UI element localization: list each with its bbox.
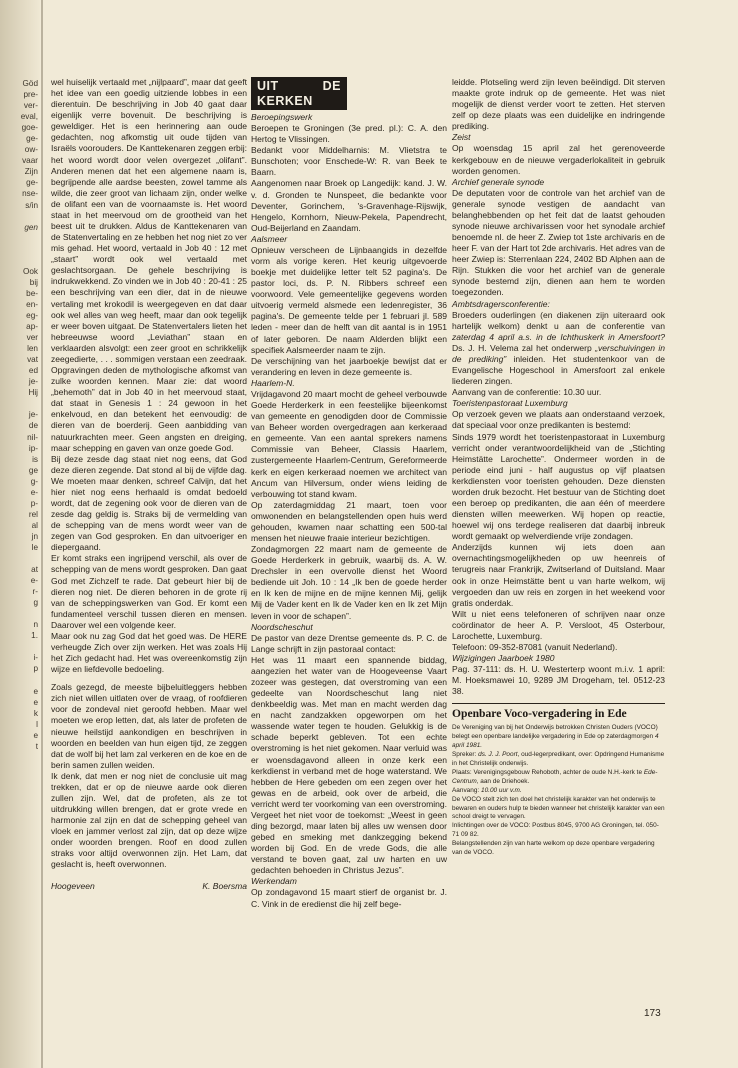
- margin-fragment: de: [28, 421, 38, 431]
- margin-fragment: le: [31, 542, 38, 552]
- announcement-title: Openbare Voco-vergadering in Ede: [452, 707, 627, 721]
- announcement-rule: [452, 703, 665, 704]
- margin-fragment: al: [31, 520, 38, 530]
- margin-fragment: [2, 244, 38, 255]
- column-one-paragraphs: [51, 77, 247, 871]
- margin-fragment: nil-: [27, 432, 38, 442]
- previous-page-margin-fragments: [2, 78, 38, 752]
- margin-fragment: ver-: [23, 101, 38, 111]
- margin-fragment: Hij: [28, 388, 38, 398]
- paragraph: Er komt straks een ingrijpend verschil, als over de schepping van de mens wordt gesproken. Dan gaat God met Zichzelf te rade. Dat gebeurt hier bij de dieren nog niet. De dieren behoren in de grote rij van de scheppingswerken van God. Er komt een fundamenteel verschil tussen dieren en mensen. Daarover wel een volgende keer.: [51, 553, 247, 630]
- margin-fragment: goe-: [21, 123, 38, 133]
- paragraph: Belangstellenden zijn van harte welkom op deze openbare vergadering van de VOCO.: [452, 840, 655, 857]
- margin-fragment: [2, 255, 38, 266]
- margin-fragment: [2, 608, 38, 619]
- paragraph: Aanvang van de conferentie: 10.30 uur.: [452, 387, 602, 398]
- margin-fragment: k: [33, 708, 38, 718]
- margin-fragment: r-: [32, 587, 38, 597]
- margin-fragment: pre-: [23, 90, 38, 100]
- margin-fragment: ge-: [26, 178, 38, 188]
- paragraph: Anderzijds kunnen wij iets doen aan overnachtingsmogelijkheden op uw heenreis of terugreis naar Frankrijk, Zwitserland of Duitsland. Maar ook in onze Heimstätte bent u van harte welkom, wij vergoeden dan uw reis en zorgen in het weekend voor gratis onderdak.: [452, 542, 665, 608]
- text-run: Aanvang:: [452, 786, 480, 794]
- text-run: , aan de Driehoek.: [476, 777, 530, 785]
- margin-fragment: je-: [28, 377, 38, 387]
- margin-fragment: ap-: [26, 322, 38, 332]
- margin-fragment: s/in: [25, 200, 38, 210]
- page-fold: [41, 0, 43, 1068]
- margin-fragment: nse-: [22, 189, 38, 199]
- section-heading-archief: Archief generale synode: [452, 176, 545, 187]
- paragraph: De verschijning van het jaarboekje bewijst dat er verandering en leven in deze gemeente is.: [251, 355, 447, 377]
- paragraph: Bedankt voor Middelharnis: M. Vlietstra te Bunschoten; voor Enschede-W: R. van Beek te Baarn.: [251, 145, 447, 178]
- text-run: Ds. J. H. Velema zal het onderwerp: [452, 342, 592, 353]
- section-heading-ambtsdragers: Ambtsdragersconferentie:: [452, 298, 550, 309]
- section-heading-noordscheschut: Noordscheschut: [251, 621, 313, 632]
- paragraph: Vrijdagavond 20 maart mocht de geheel verbouwde Goede Herderkerk in een feestelijke bijeenkomst van gemeente en genodigden door de Commissie van Beheer worden overgedragen aan kerkeraad en gemeente. Van een aantal sprekers namens Commissie van Beheer, Classis Haarlem, zustergemeente Haarlem-Centrum, Gereformeerde kerk en eigen kerkeraad noemen we architect van Ancum van Hilversum, onder wiens leiding de verbouwing tot stand kwam.: [251, 388, 447, 499]
- margin-fragment: n: [33, 620, 38, 630]
- margin-fragment: g-: [30, 476, 38, 486]
- column-one: [51, 77, 247, 892]
- paragraph: Pag. 37-111: ds. H. U. Westerterp woont m.i.v. 1 april: M. Hoeksmawei 10, 9289 JM Drogeham, tel. 0512-23 38.: [452, 664, 665, 697]
- margin-fragment: [2, 641, 38, 652]
- paragraph: De pastor van deze Drentse gemeente ds. P. C. de Lange schrijft in zijn pastoraal contact:: [251, 632, 447, 654]
- paragraph: Op zondagavond 15 maart stierf de organist br. J. C. Vink in de eredienst die hij zelf bege-: [251, 887, 447, 909]
- margin-fragment: ip-: [28, 443, 38, 453]
- margin-fragment: [2, 398, 38, 409]
- margin-fragment: at: [31, 565, 38, 575]
- margin-fragment: Zijn: [24, 167, 38, 177]
- section-heading-toeristenpastoraat: Toeristenpastoraat Luxemburg: [452, 398, 568, 409]
- margin-fragment: len: [27, 344, 38, 354]
- margin-fragment: is: [32, 454, 38, 464]
- margin-fragment: ed: [28, 366, 38, 376]
- margin-fragment: ge-: [26, 134, 38, 144]
- paragraph: De deputaten voor de controle van het archief van de generale synode vestigen de aandacht van belanghebbenden op het feit dat de laatst gehouden synode nieuwe archivarissen voor het synodale archief benoemde nl. de heer Z. Zwiep tot 1ste archivaris en de heer F. van der Hart tot 2de archivaris. Het adres van de heer Zwiep is: Sterrenlaan 224, 2402 BD Alphen aan de Rijn. Stukken die voor het archief van de generale synode bestemd zijn, dienen aan hem te worden toegezonden.: [452, 187, 665, 298]
- paragraph: [452, 787, 665, 796]
- margin-fragment: e: [33, 697, 38, 707]
- article-signature: [51, 881, 247, 892]
- text-run: inleiden. Het studentenkoor van de Evangelische Hogeschool in Amersfoort zal enkele liederen zingen.: [452, 353, 665, 387]
- paragraph: leidde. Plotseling werd zijn leven beëindigd. Dit sterven maakte grote indruk op de gemeente. Het was niet mogelijk de dienst verder voort te zetten. Het sterven zelf op deze plaats was een duidelijke en indringende prediking.: [452, 77, 665, 132]
- margin-fragment: 1.: [31, 631, 38, 641]
- signature-author: K. Boersma: [202, 880, 247, 891]
- margin-fragment: [2, 233, 38, 244]
- margin-fragment: e: [33, 686, 38, 696]
- margin-fragment: Ook: [22, 266, 38, 276]
- paragraph: Aangenomen naar Broek op Langedijk: kand. J. W. v. d. Gronden te Nunspeet, die bedankte voor Deventer, Gorinchem, 's-Gravenhage-Rijswijk, Hengelo, Kornhorn, Nieuw-Pekela, Papendrecht, Oud-Beijerland en Zaandam.: [251, 178, 447, 233]
- section-heading-wijzigingen: Wijzigingen Jaarboek 1980: [452, 653, 555, 664]
- paragraph: [452, 769, 665, 787]
- paragraph-gap: [51, 675, 247, 682]
- paragraph: Maar ook nu zag God dat het goed was. De HERE verheugde Zich over zijn werken. Het was zoals Hij het Zich gedacht had. Het was overeenkomstig zijn wijze en liefdevolle bedoeling.: [51, 630, 247, 675]
- paragraph: Op zaterdagmiddag 21 maart, toen voor omwonenden en belangstellenden open huis werd gehouden, kwamen naar schatting een 500-tal mensen het nieuwe fraaie interieur bezichtigen.: [251, 499, 447, 543]
- paragraph: Ik denk, dat men er nog niet de conclusie uit mag trekken, dat er op de nieuwe aarde ook dieren zullen zijn. Wel, dat de profeten, als ze tot uitdrukking willen brengen, dat er grote vrede en harmonie zal zijn en dat de schepping geheel van vloek en jammer verlost zal zijn, dat op deze wijze onder woorden brengen. Roof en dood zullen straks voor altijd overwonnen zijn. Het Lam, dat geslacht is, heeft overwonnen.: [51, 770, 247, 870]
- text-run-italic: Ede-Centrum: [452, 768, 658, 785]
- paragraph: Op verzoek geven we plaats aan onderstaand verzoek, dat speciaal voor onze predikanten is bestemd:: [452, 409, 665, 431]
- margin-fragment: rel: [28, 509, 38, 519]
- paragraph: Inlichtingen over de VOCO: Postbus 8045, 9700 AG Groningen, tel. 050-71 09 82.: [452, 822, 659, 839]
- paragraph: Wilt u niet eens telefoneren of schrijven naar onze coördinator de heer A. P. Versloot, 45 Osterbour, Larochette, Luxemburg.: [452, 608, 665, 641]
- column-two: [251, 77, 447, 910]
- text-run-italic: 4 april 1981.: [452, 733, 659, 750]
- margin-fragment: [2, 553, 38, 564]
- section-banner: UIT DE KERKEN: [251, 77, 347, 110]
- section-heading-aalsmeer: Aalsmeer: [251, 233, 288, 244]
- margin-fragment: ge: [28, 465, 38, 475]
- paragraph: Telefoon: 09-352-87081 (vanuit Nederland).: [452, 641, 618, 652]
- text-run-italic: ds. J. J. Poort: [478, 751, 518, 759]
- margin-fragment: gen: [24, 222, 38, 232]
- margin-fragment: p-: [30, 498, 38, 508]
- margin-fragment: eval,: [20, 112, 38, 122]
- paragraph: wel huiselijk vertaald met „nijlpaard”, maar dat geeft het idee van een goedig uitziende lobbes in een dierentuin. De beschrijving in Job 40 gaat daar eigenlijk verre bovenuit. De beschrijving is geweldiger. Het is een herinnering aan oude gedachten, nog afkomstig uit oude tijden van Israëls voorouders. De Kanttekenaren zeggen erbij: het woord wordt door velen overgezet „olifant”. Anderen menen dat het een algemene naam is, begrijpende alle aardse beesten, zowel tamme als wilde, die zeer groot van lichaam zijn, onder welke de olifant een van de voornaamste is. Het woord staat in het meervoud om de grootheid van het beest uit te drukken. Aldus de Kanttekenaren van de Statenvertaling en ze hebben het nog niet zo ver mis gehad. Het woord, vertaald in Job 40 : 12 met „staart” wordt ook wel vertaald met geslachtsorgaan. De gehele beschrijving is indrukwekkend. Zo vinden we in Job 40 : 20-41 : 25 een beschrijving van een dier, dat in de nieuwe vertaling met krokodil is weergegeven en dat daar ook wel alles van weg heeft, maar dan ook tegelijk er weer boven uitgaat. De Statenvertalers lieten het hebreeuwse woord „Leviathan” staan en verklaarden alsvolgt: een zeer groot en schrikkelijk zeegedierte, . . . sommigen verstaan een zeedraak. Opgravingen deden de mythologische afkomst van zulke woorden kennen. Maar zie: dat woord „behemoth” dat in Job 40 in het meervoud staat, dat staat in Genesis 1 : 24 gewoon in het enkelvoud, en dan betekent het eenvoudig: de dieren van de boerderij. Geen aanbidding van natuurkrachten meer. Geen angsten en dreiging, maar schepping en gaven van onze goede God.: [51, 77, 247, 453]
- paragraph: Zoals gezegd, de meeste bijbeluitleggers hebben zich niet willen uitlaten over de vraag, of roofdieren voor de zondeval niet geroofd hebben. Maar wel moeten we erop letten, dat, als later de profeten de nieuwe heilstijd aankondigen en beschrijven in woorden en beelden van hun eigen tijd, ze zeggen dat de wolf bij het lam zal verkeren en de koe en de berin samen zullen weiden.: [51, 682, 247, 770]
- signature-place: Hoogeveen: [51, 880, 95, 891]
- margin-fragment: eg-: [26, 310, 38, 320]
- paragraph: Op woensdag 15 april zal het gerenoveerde kerkgebouw en de nieuwe vergaderlokaliteit in gebruik worden genomen.: [452, 143, 665, 176]
- section-heading-zeist: Zeist: [452, 132, 471, 143]
- margin-fragment: ver: [26, 333, 38, 343]
- margin-fragment: vaar: [22, 156, 38, 166]
- announcement-body: [452, 724, 665, 858]
- paragraph: [452, 724, 665, 751]
- paragraph: De VOCO stelt zich ten doel het christelijk karakter van het onderwijs te bewaren en ouders hulp te bieden wanneer het christelijk karakter van een school dreigt te vervagen.: [452, 795, 665, 821]
- margin-fragment: g: [33, 598, 38, 608]
- text-run-italic: zaterdag 4 april a.s. in de Ichthuskerk in Amersfoort?: [452, 331, 665, 342]
- text-run: De Vereniging van bij het Onderwijs betrokken Christen Ouders (VOCO) belegt een openbare landelijke vergadering in Ede op zaterdagmorgen: [452, 724, 658, 741]
- section-heading-werkendam: Werkendam: [251, 876, 297, 887]
- margin-fragment: vat: [27, 355, 38, 365]
- text-run-italic: 10.00 uur v.m.: [481, 786, 522, 794]
- paragraph: Het was 11 maart een spannende biddag, aangezien het water van de Hoogeveense Vaart zozeer was gestegen, dat overstroming van een gedeelte van Noordscheschut lang niet denkbeeldig was. Met man en macht werden dag en nacht zandzakken opgeworpen om het wassende water tegen te houden. Gelukkig is de schade beperkt gebleven. Tot een echte overstroming is het niet gekomen. Naar verluid was er woensdagavond alleen in onze kerk een kerkdienst in verband met de hoge waterstand. We hebben de Here gebeden om een zegen over het gewas en de arbeid, ook over de arbeid, die verricht werd ter voorkoming van een overstroming. Vergeet het niet voor de toekomst: „Weest in geen ding bezorgd, maar laten bij alles uw wensen door gebed en smeking met dankzegging bekend worden bij God. En de vrede Gods, die alle verstand te boven gaat, zal uw harten en uw gedachten behoeden in Christus Jezus”.: [251, 654, 447, 876]
- margin-fragment: je-: [28, 410, 38, 420]
- margin-fragment: p: [33, 664, 38, 674]
- margin-fragment: jn: [31, 531, 38, 541]
- margin-fragment: i-: [33, 653, 38, 663]
- margin-fragment: e: [33, 730, 38, 740]
- margin-fragment: [2, 675, 38, 686]
- text-run: Broeders ouderlingen (en diakenen zijn uiteraard ook hartelijk welkom) denkt u aan de conferentie van: [452, 309, 665, 331]
- section-heading-beroepingswerk: Beroepingswerk: [251, 112, 313, 122]
- paragraph: [452, 310, 665, 388]
- text-run: Spreker:: [452, 751, 477, 759]
- margin-fragment: bij: [29, 277, 38, 287]
- text-run: Plaats: Verenigingsgebouw Rehoboth, achter de oude N.H.-kerk te: [452, 768, 643, 776]
- margin-fragment: l: [36, 719, 38, 729]
- margin-fragment: ow-: [24, 145, 38, 155]
- text-run: , oud-legerpredikant, over: Opdringend Humanisme in het Christelijk onderwijs.: [452, 751, 665, 767]
- page-number: 173: [644, 1008, 661, 1019]
- margin-fragment: en-: [26, 299, 38, 309]
- text-run-italic: „verschuivingen in de prediking”: [452, 342, 666, 364]
- margin-fragment: t: [35, 741, 38, 751]
- paragraph: Sinds 1979 wordt het toeristenpastoraat in Luxemburg verricht onder verantwoordelijkheid van de „Stichting Heimstätte Larochette”. Ondermeer worden in de periode eind juni - half augustus op vijf plaatsen kerkdiensten voor toeristen gehouden. Deze diensten worden druk bezocht. Het bestuur van de Stichting doet een beroep op predikanten, die aan één of meerdere diensten willen meewerken. Wij hopen op reactie, hoewel wij ons terdege realiseren dat daarbij inbreuk wordt gemaakt op welverdiende vrije zondagen.: [452, 431, 665, 542]
- margin-fragment: be-: [26, 288, 38, 298]
- margin-fragment: Göd: [22, 79, 38, 88]
- margin-fragment: e-: [30, 487, 38, 497]
- paragraph: Zondagmorgen 22 maart nam de gemeente de Goede Herderkerk in gebruik, waarbij ds. A. W. Drechsler in een overvolle dienst het Woord bediende uit Joh. 10 : 14 „Ik ben de goede herder en Ik ken de mijne en de mijne kennen Mij, gelijk Mij de Vader kent en Ik de Vader ken en Ik zet Mijn leven in voor de schapen”.: [251, 544, 447, 621]
- paragraph: [452, 751, 665, 769]
- section-heading-haarlem: Haarlem-N.: [251, 377, 295, 388]
- margin-fragment: [2, 211, 38, 222]
- column-three: [452, 77, 665, 858]
- paragraph: Beroepen te Groningen (3e pred. pl.): C. A. den Hertog te Vlissingen.: [251, 123, 447, 145]
- paragraph: Bij deze zesde dag staat niet nog eens, dat God deze dieren zegende. Dat stond al bij de vijfde dag. We moeten maar denken, schreef Calvijn, dat het hier niet nog eens herhaald is omdat bedoeld wordt, dat de zegening ook voor de dieren van de zesde dag geldig is. Straks bij de vermelding van de schepping van de mens wordt weer van de zegen van God gesproken. En dan uitvoeriger en diepergaand.: [51, 453, 247, 553]
- paragraph: Opnieuw verscheen de Lijnbaangids in dezelfde vorm als vorige keren. Het keurig uitgevoerde boekje met duidelijke letter telt 52 pagina's. De pastor loci, ds. P. N. Ribbers schreef een voorwoord. Vele gemeentelijke gegevens worden uitvoerig vermeld alsmede een ledenregister, 36 pagina's. De gemeente telde per 1 februari jl. 589 leden - meer dan de helft van dit aantal is in 1951 of later geboren. De naam Alderden blijkt een specifiek Aalsmeerder naam te zijn.: [251, 244, 447, 355]
- margin-fragment: e-: [30, 576, 38, 586]
